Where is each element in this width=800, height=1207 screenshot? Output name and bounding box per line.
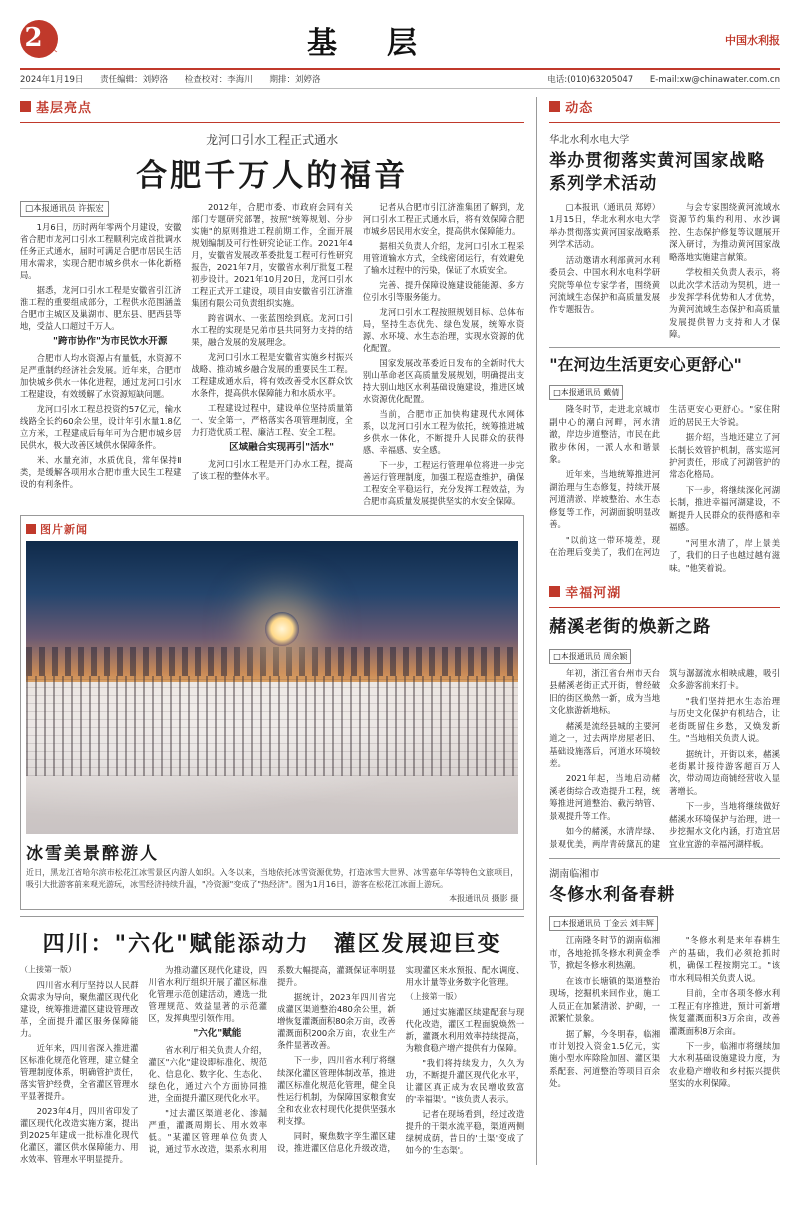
paragraph: "河里水清了，岸上景美了，我们的日子也越过越有滋味。"他笑着说。 xyxy=(669,537,780,573)
paragraph: 下一步，四川省水利厅将继续深化灌区管理体制改革，推进灌区标准化规范化管理，健全良性运行机制，为保障国家粮食安全和农业农村现代化提供坚强水利支撑。 xyxy=(277,1055,396,1126)
photo-news-title: 图片新闻 xyxy=(40,523,88,537)
section-title: 动态 xyxy=(565,101,594,116)
feature-headline: 四川："六化"赋能添动力 灌区发展迎巨变 xyxy=(42,931,502,958)
paragraph: 完善、提升保障设施建设能能源、多方位引水引等服务能力。 xyxy=(362,280,525,303)
paragraph: 与会专家围绕黄河流域水资源节约集约利用、水沙调控、生态保护修复等议题展开深入研讨，为推动黄河国家战略落地实施建言献策。 xyxy=(669,201,780,262)
section-title: 幸福河湖 xyxy=(565,585,622,601)
photo-skyline xyxy=(26,647,518,676)
page-label: 版 xyxy=(46,41,58,54)
info-bar xyxy=(20,70,780,89)
right-column xyxy=(536,97,780,1165)
paragraph: 下一步，当地将继续做好赭溪水环境保护与治理，进一步挖掘水文化内涵，打造宜居宜业宜游的幸福河湖样板。 xyxy=(669,801,780,849)
paragraph: 据介绍，当地还建立了河长制长效管护机制，落实巡河护河责任，形成了河湖管护的常态化格局。 xyxy=(669,432,780,480)
paragraph: 据了解，今冬明春，临湘市计划投入资金1.5亿元，实施小型水库除险加固、灌区渠系配套、河道整治等项目百余处。 xyxy=(549,1028,661,1089)
paragraph: 如今的赭溪，水清岸绿、景观优美，两岸青砖黛瓦的建筑与潺潺流水相映成趣，吸引众多游客前来打卡。 xyxy=(549,667,780,849)
paragraph: 下一步，临湘市将继续加大水利基础设施建设力度，为农业稳产增收和乡村振兴提供坚实的水利保障。 xyxy=(669,1040,780,1089)
paragraph: 目前，全市各项冬修水利工程正有序推进，预计可新增恢复灌溉面积3万余亩，改善灌溉面积8万余亩。 xyxy=(669,988,780,1036)
paragraph: 省水利厅相关负责人介绍，灌区"六化"建设即标准化、规范化、信息化、数字化、生态化、绿色化，通过六个方面协同推进，全面提升灌区现代化水平。 xyxy=(148,1045,268,1104)
article-body xyxy=(549,403,780,574)
paragraph: 国家发展改革委近日发布的全新时代大别山革命老区高质量发展规划，明确提出支持大别山地区水利基础设施建设，推进区域水资源优化配置。 xyxy=(362,358,525,405)
paragraph: 同时，聚焦数字孪生灌区建设，推进灌区信息化升级改造，实现灌区来水预报、配水调度、用水计量等业务数字化管理。 xyxy=(277,965,525,1153)
article-overline: 湖南临湘市 xyxy=(549,868,600,880)
section-header-news xyxy=(549,97,780,116)
paragraph: 米、水量充沛，水质优良，常年保持Ⅱ类，是缓解各项用水合肥市重大民生工程建设的有利条件。 xyxy=(20,455,182,490)
paper-name: 中国水利报 xyxy=(725,34,780,47)
page-number-badge xyxy=(20,20,74,60)
paragraph: 1月6日，历时两年零两个月建设，安徽省合肥市龙河口引水工程顺利完成首批调水任务正式通水，届时可满足合肥市居民生活用水需求，实现合肥市城乡供水一体化新格局。 xyxy=(20,222,182,281)
feature-body xyxy=(20,964,524,1165)
news-photo xyxy=(26,541,518,834)
paragraph: "以前这一带环境差，现在治理后变美了，我们在河边生活更安心更舒心。"家住附近的居民王大爷说。 xyxy=(549,404,780,558)
paragraph: "我们将持续发力，久久为功，不断提升灌区现代化水平，让灌区真正成为农民增收致富的'幸福渠'。"该负责人表示。 xyxy=(405,1058,525,1105)
article-byline: □本报通讯员 许振宏 xyxy=(20,201,109,217)
masthead xyxy=(20,18,780,70)
article-headline: 冬修水利备春耕 xyxy=(549,884,676,905)
paragraph: 近年来，四川省深入推进灌区标准化规范化管理，建立健全管理制度体系，明确管护责任，落实管护经费，全省灌区管理水平显著提升。 xyxy=(20,1043,139,1102)
paragraph: 下一步，将继续深化河湖长制，推进幸福河湖建设，不断提升人民群众的获得感和幸福感。 xyxy=(669,484,780,533)
paragraph: 据统计，开街以来，赭溪老街累计接待游客超百万人次，带动周边商铺经营收入显著增长。 xyxy=(669,748,780,796)
paragraph: 当前，合肥市正加快构建现代水网体系，以龙河口引水工程为依托，统筹推进城乡供水一体化，不断提升人民群众的获得感、幸福感、安全感。 xyxy=(362,409,525,456)
paragraph: 龙河口引水工程是开门办水工程，提高了该工程的整体水平。 xyxy=(191,459,353,482)
photo-crowd xyxy=(26,676,518,776)
paragraph: 2021年起，当地启动赭溪老街综合改造提升工程，统筹推进河道整治、截污纳管、景观提升等工作。 xyxy=(549,773,661,821)
section-divider xyxy=(20,122,524,123)
paragraph: 龙河口引水工程总投资约57亿元，输水线路全长约60余公里，设计年引水量1.8亿立方米，工程建成后每年可为合肥市城乡居民供水，极大改善区域供水保障条件。 xyxy=(20,404,182,451)
section-divider xyxy=(549,607,780,608)
paragraph: "冬修水利是来年春耕生产的基础，我们必须抢抓时机，确保工程按期完工。"该市水利局相关负责人说。 xyxy=(669,935,780,983)
paragraph: 通过实施灌区续建配套与现代化改造，灌区工程面貌焕然一新，灌溉水利用效率持续提高，为粮食稳产增产提供有力保障。 xyxy=(405,1007,525,1054)
section-title: 基层亮点 xyxy=(36,101,93,116)
phone: 电话:(010)63205047 xyxy=(547,75,634,85)
divider xyxy=(549,347,780,348)
page-content xyxy=(20,97,780,1165)
article-kicker: 龙河口引水工程正式通水 xyxy=(206,133,339,147)
photo-sun xyxy=(265,612,299,646)
email: E-mail:xw@chinawater.com.cn xyxy=(649,75,780,85)
article-headline: 合肥千万人的福音 xyxy=(136,158,409,194)
section-marker-icon xyxy=(20,101,31,112)
paragraph: 记者从合肥市引江济淮集团了解到，龙河口引水工程正式通水后，将有效保障合肥市城乡居民用水安全，提高供水保障能力。 xyxy=(362,202,525,237)
paragraph: "我们坚持把水生态治理与历史文化保护有机结合，让老街既留住乡愁，又焕发新生。"当地相关负责人说。 xyxy=(669,695,780,744)
photo-caption-text: 近日，黑龙江省哈尔滨市松花江冰雪景区内游人如织。入冬以来，当地依托冰雪资源优势，打造冰雪大世界、冰雪嘉年华等特色文旅项目，吸引大批游客前来观光游玩，冰雪经济持续升温，"冷资源"变成了"热经济"。图为1月16日，游客在松花江冰面上游玩。 xyxy=(26,868,519,890)
paragraph: 四川省水利厅坚持以人民群众需求为导向，聚焦灌区现代化建设，统筹推进灌区建设管理改革，全面提升灌区服务保障能力。 xyxy=(20,979,139,1039)
article-overline: 华北水利水电大学 xyxy=(549,135,630,146)
divider xyxy=(549,858,780,859)
paragraph: 龙河口引水工程是安徽省实施乡村振兴战略、推动城乡融合发展的重要民生工程。工程建成通水后，将有效改善受水区群众饮水条件，提高供水保障能力和水质水平。 xyxy=(191,352,353,399)
proofreader: 检查校对：李海川 xyxy=(184,75,253,85)
photo-news-block xyxy=(20,515,524,910)
article-subhead: "跨市协作"为市民饮水开源 xyxy=(53,336,168,348)
info-bar-right xyxy=(533,73,780,85)
paragraph: 下一步，工程运行管理单位将进一步完善运行管理制度，加强工程巡查维护，确保工程安全平稳运行，充分发挥工程效益，为合肥市高质量发展提供坚实的水安全保障。 xyxy=(362,460,525,507)
feature-subhead: "六化"赋能 xyxy=(193,1028,242,1040)
issue-date: 2024年1月19日 xyxy=(20,75,84,85)
section-header-happy-river xyxy=(549,582,780,601)
paragraph: □本报讯（通讯员 郑婷）1月15日，华北水利水电大学举办贯彻落实黄河国家战略系列学术活动。 xyxy=(549,201,661,250)
section-marker-icon xyxy=(549,586,560,597)
paragraph: 活动邀请水利部黄河水利委员会、中国水利水电科学研究院等单位专家学者，围绕黄河流域生态保护和高质量发展作专题报告。 xyxy=(549,254,661,315)
paragraph: 合肥市人均水资源占有量低，水资源不足严重制约经济社会发展。近年来，合肥市加快城乡供水一体化进程，通过龙河口引水工程建设，有效缓解了水资源短缺问题。 xyxy=(20,353,182,400)
article-headline: 举办贯彻落实黄河国家战略系列学术活动 xyxy=(549,151,766,194)
section-marker-icon xyxy=(549,101,560,112)
layout-editor: 期排：刘婷洛 xyxy=(269,75,321,85)
section-header-highlights xyxy=(20,97,524,116)
photo-credit: 本报通讯员 摄影 摄 xyxy=(449,894,519,904)
editor: 责任编辑：刘婷洛 xyxy=(100,75,169,85)
paragraph: 赭溪是流经县城的主要河道之一，过去两岸房屋老旧、基础设施落后，河道水环境较差。 xyxy=(549,720,661,768)
paragraph: 记者在现场看到，经过改造提升的干渠水流平稳，渠道两侧绿树成荫，昔日的'土渠'变成了如今的'生态渠'。 xyxy=(405,1109,525,1156)
paragraph: 据相关负责人介绍，龙河口引水工程采用管道输水方式，全线密闭运行，有效避免了输水过程中的污染，保证了水质安全。 xyxy=(362,241,525,276)
section-marker-icon xyxy=(26,524,36,534)
section-divider xyxy=(549,122,780,123)
article-subhead: 区域融合实现再引"活水" xyxy=(229,442,335,454)
continued-note: （上接第一版） xyxy=(20,965,76,975)
article-headline: 赭溪老街的焕新之路 xyxy=(549,616,712,637)
paragraph: 学校相关负责人表示，将以此次学术活动为契机，进一步发挥学科优势和人才优势，为黄河流域生态保护和高质量发展提供智力支持和人才保障。 xyxy=(669,267,780,340)
divider xyxy=(20,916,524,917)
article-body xyxy=(549,934,780,1092)
article-body xyxy=(549,201,780,341)
left-column xyxy=(20,97,524,1165)
paragraph: "过去灌区渠道老化、渗漏严重，灌溉周期长、用水效率低。"某灌区管理单位负责人说，通过节水改造，渠系水利用系数大幅提高，灌溉保证率明显提升。 xyxy=(148,965,396,1155)
paragraph: 工程建设过程中，建设单位坚持质量第一、安全第一，严格落实各项管理制度，全力打造优质工程、廉洁工程、安全工程。 xyxy=(191,403,353,438)
paragraph: 据悉，龙河口引水工程是安徽省引江济淮工程的重要组成部分，工程供水范围涵盖合肥市主城区及巢湖市、肥东县、肥西县等地，受益人口超过千万人。 xyxy=(20,285,182,332)
paragraph: 在该市长塘镇的渠道整治现场，挖掘机来回作业，施工人员正在加紧清淤、护砌，一派繁忙景象。 xyxy=(549,975,661,1024)
paragraph: 江南隆冬时节的湖南临湘市，各地抢抓冬修水利黄金季节，掀起冬修水利热潮。 xyxy=(549,935,661,971)
info-bar-left xyxy=(20,73,335,85)
paragraph: 隆冬时节，走进北京城市副中心的潮白河畔，河水清澈，岸边步道整洁，市民在此散步休闲，一派人水和谐景象。 xyxy=(549,404,661,465)
article-headline: "在河边生活更安心更舒心" xyxy=(549,354,742,374)
article-byline: □本报通讯员 戴倩 xyxy=(549,385,623,400)
page-number: 2 xyxy=(24,23,43,53)
article-byline: □本报通讯员 丁金云 刘丰辉 xyxy=(549,916,658,931)
paragraph: 龙河口引水工程按照规划目标、总体布局，坚持生态优先、绿色发展，统筹水资源、水环境、水生态治理，实现水资源的优化配置。 xyxy=(362,307,525,354)
paragraph: 2023年4月，四川省印发了灌区现代化改造实施方案，提出到2025年建成一批标准化现代化灌区，灌区供水保障能力、用水效率、管理水平明显提升。 xyxy=(20,1106,139,1165)
photo-news-header xyxy=(26,521,518,537)
article-byline: □本报通讯员 周余颖 xyxy=(549,649,631,664)
paragraph: 近年来，当地统筹推进河湖治理与生态修复，持续开展河道清淤、岸坡整治、水生态修复等工作，河湖面貌明显改善。 xyxy=(549,469,661,530)
paragraph: 2012年，合肥市委、市政府会同有关部门专题研究部署，按照"统筹规划、分步实施"的原则推进工程前期工作，全面开展规划编制及可行性研究论证工作。2021年4月，安徽省发展改革委批复工程可行性研究报告，2021年7月，安徽省水利厅批复工程初步设计。2021年10月20日，龙河口引水工程正式开工建设，项目由安徽省引江济淮集团有限公司负责组织实施。 xyxy=(191,202,353,309)
article-body xyxy=(20,201,524,507)
paragraph: 年初，浙江省台州市天台县赭溪老街正式开街，曾经破旧的街区焕然一新，成为当地文化旅游新地标。 xyxy=(549,667,661,716)
paragraph: 跨省调水、一张蓝图绘到底。龙河口引水工程的实现是兄弟市县共同努力支持的结果，融合发展的发展理念。 xyxy=(191,313,353,348)
continued-note: （上接第一版） xyxy=(405,992,462,1002)
paragraph: 为推动灌区现代化建设，四川省水利厅组织开展了灌区标准化管理示范创建活动，遴选一批管理规范、效益显著的示范灌区，发挥典型引领作用。 xyxy=(148,965,268,1024)
paragraph: 据统计，2023年四川省完成灌区渠道整治480余公里，新增恢复灌溉面积80余万亩，改善灌溉面积200余万亩，农业生产条件显著改善。 xyxy=(277,992,396,1051)
photo-caption-title: 冰雪美景醉游人 xyxy=(26,844,159,865)
article-body xyxy=(549,667,780,852)
page-title: 基 层 xyxy=(307,26,427,61)
